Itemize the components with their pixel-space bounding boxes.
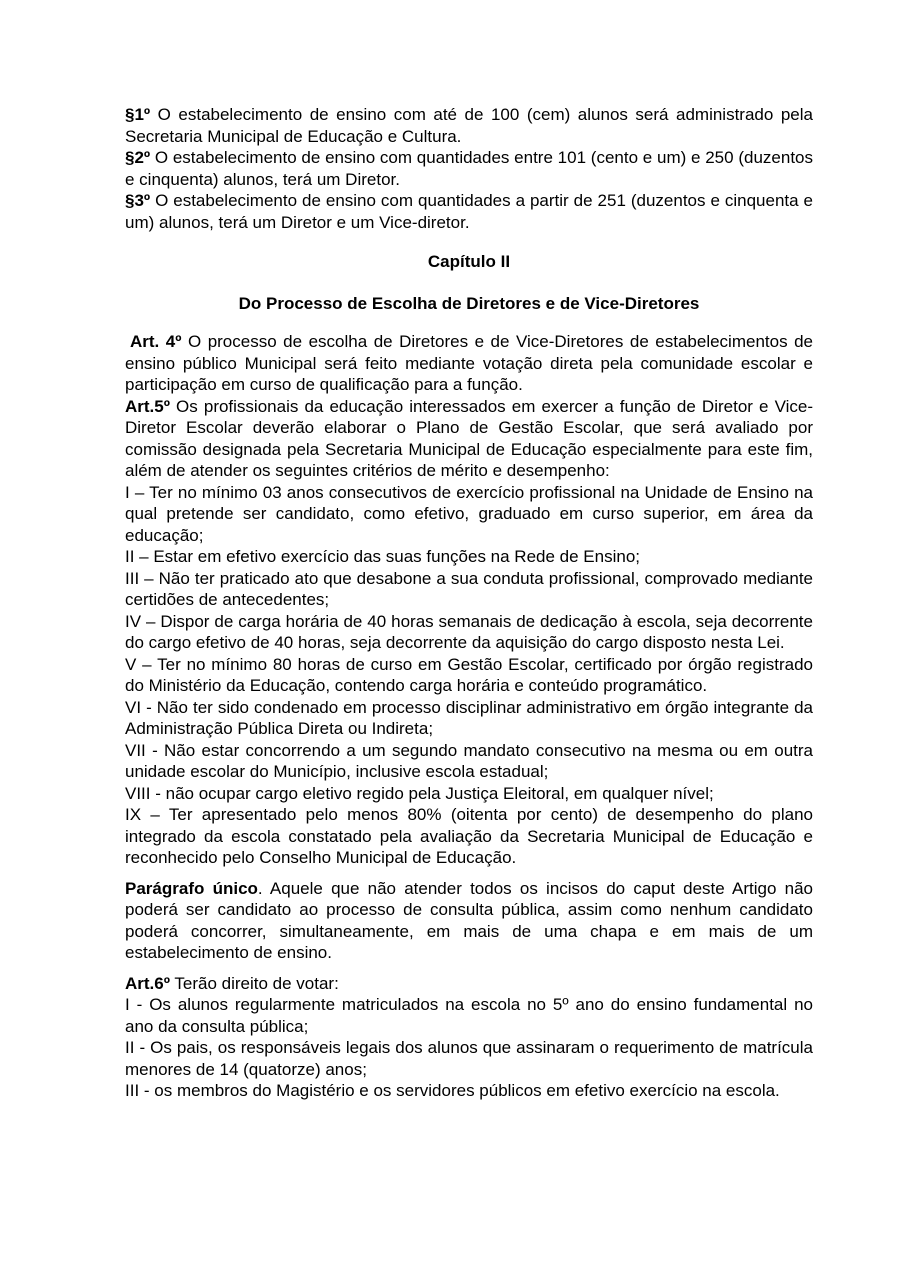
paragraph-art6-text: Terão direito de votar: [169,973,339,993]
paragraph-section-3-label: §3º [125,191,151,210]
paragraph-section-2 [125,147,813,190]
art5-item-1: I – Ter no mínimo 03 anos consecutivos de exercício profissional na Unidade de Ensino na qual pretende ser candidato, como efetivo, graduado em curso superior, em área da educação; [125,482,813,545]
art5-item-5: V – Ter no mínimo 80 horas de curso em Gestão Escolar, certificado por órgão registrado do Ministério da Educação, contendo carga horária e conteúdo programático. [125,654,813,695]
paragrafo-unico-label: Parágrafo único [125,878,258,898]
paragraph-section-2-label: §2º [125,148,151,167]
paragraph-section-3-text: O estabelecimento de ensino com quantidades a partir de 251 (duzentos e cinquenta e um) alunos, terá um Diretor e um Vice-diretor. [125,191,813,232]
art5-item-6: VI - Não ter sido condenado em processo disciplinar administrativo em órgão integrante da Administração Pública Direta ou Indireta; [125,697,813,738]
art5-item-8: VIII - não ocupar cargo eletivo regido pela Justiça Eleitoral, em qualquer nível; [125,783,714,803]
paragraph-art5-label: Art.5º [125,396,170,416]
paragraph-section-1 [125,104,813,147]
art6-item-1: I - Os alunos regularmente matriculados na escola no 5º ano do ensino fundamental no ano da consulta pública; [125,995,813,1036]
paragraph-art5-text: Os profissionais da educação interessados em exercer a função de Diretor e Vice-Diretor Escolar deverão elaborar o Plano de Gestão Escolar, que será avaliado por comissão designada pela Secretaria Municipal de Educação especialmente para este fim, além de atender os seguintes critérios de mérito e desempenho: [125,396,813,480]
art6-item-3: III - os membros do Magistério e os servidores públicos em efetivo exercício na escola. [125,1081,780,1100]
chapter-heading: Capítulo II [427,252,511,271]
chapter-subheading: Do Processo de Escolha de Diretores e de Vice-Diretores [238,293,700,313]
paragraph-section-1-label: §1º [125,105,151,124]
paragrafo-unico-text: . Aquele que não atender todos os incisos do caput deste Artigo não poderá ser candidato ao processo de consulta pública, assim como nenhum candidato poderá concorrer, simultaneamente, em mais de uma chapa e em mais de um estabelecimento de ensino. [125,878,813,962]
art5-item-3: III – Não ter praticado ato que desabone a sua conduta profissional, comprovado mediante certidões de antecedentes; [125,568,813,609]
paragraph-section-3 [125,190,813,233]
art5-item-2: II – Estar em efetivo exercício das suas funções na Rede de Ensino; [125,547,641,566]
paragraph-section-2-text: O estabelecimento de ensino com quantidades entre 101 (cento e um) e 250 (duzentos e cinquenta) alunos, terá um Diretor. [125,148,813,189]
paragraph-paragrafo-unico [125,878,813,964]
paragraph-art4-label: Art. 4º [130,332,182,351]
paragraph-art4-text: O processo de escolha de Diretores e de Vice-Diretores de estabelecimentos de ensino público Municipal será feito mediante votação direta pela comunidade escolar e participação em curso de qualificação para a função. [125,332,813,394]
art5-item-9: IX – Ter apresentado pelo menos 80% (oitenta por cento) de desempenho do plano integrado da escola constatado pela avaliação da Secretaria Municipal de Educação e reconhecido pelo Conselho Municipal de Educação. [125,805,813,867]
art5-item-4: IV – Dispor de carga horária de 40 horas semanais de dedicação à escola, seja decorrente do cargo efetivo de 40 horas, seja decorrente da aquisição do cargo disposto nesta Lei. [125,611,813,652]
paragraph-art4 [125,331,813,396]
art5-item-7: VII - Não estar concorrendo a um segundo mandato consecutivo na mesma ou em outra unidade escolar do Município, inclusive escola estadual; [125,740,813,781]
art6-voters-list [125,994,813,1102]
document-content [125,104,813,1102]
paragraph-art5 [125,396,813,482]
art6-item-2: II - Os pais, os responsáveis legais dos alunos que assinaram o requerimento de matrícula menores de 14 (quatorze) anos; [125,1038,813,1079]
paragraph-section-1-text: O estabelecimento de ensino com até de 100 (cem) alunos será administrado pela Secretaria Municipal de Educação e Cultura. [125,105,813,146]
art5-criteria-list [125,482,813,869]
paragraph-art6-label: Art.6º [125,973,170,993]
paragraph-art6 [125,973,813,995]
